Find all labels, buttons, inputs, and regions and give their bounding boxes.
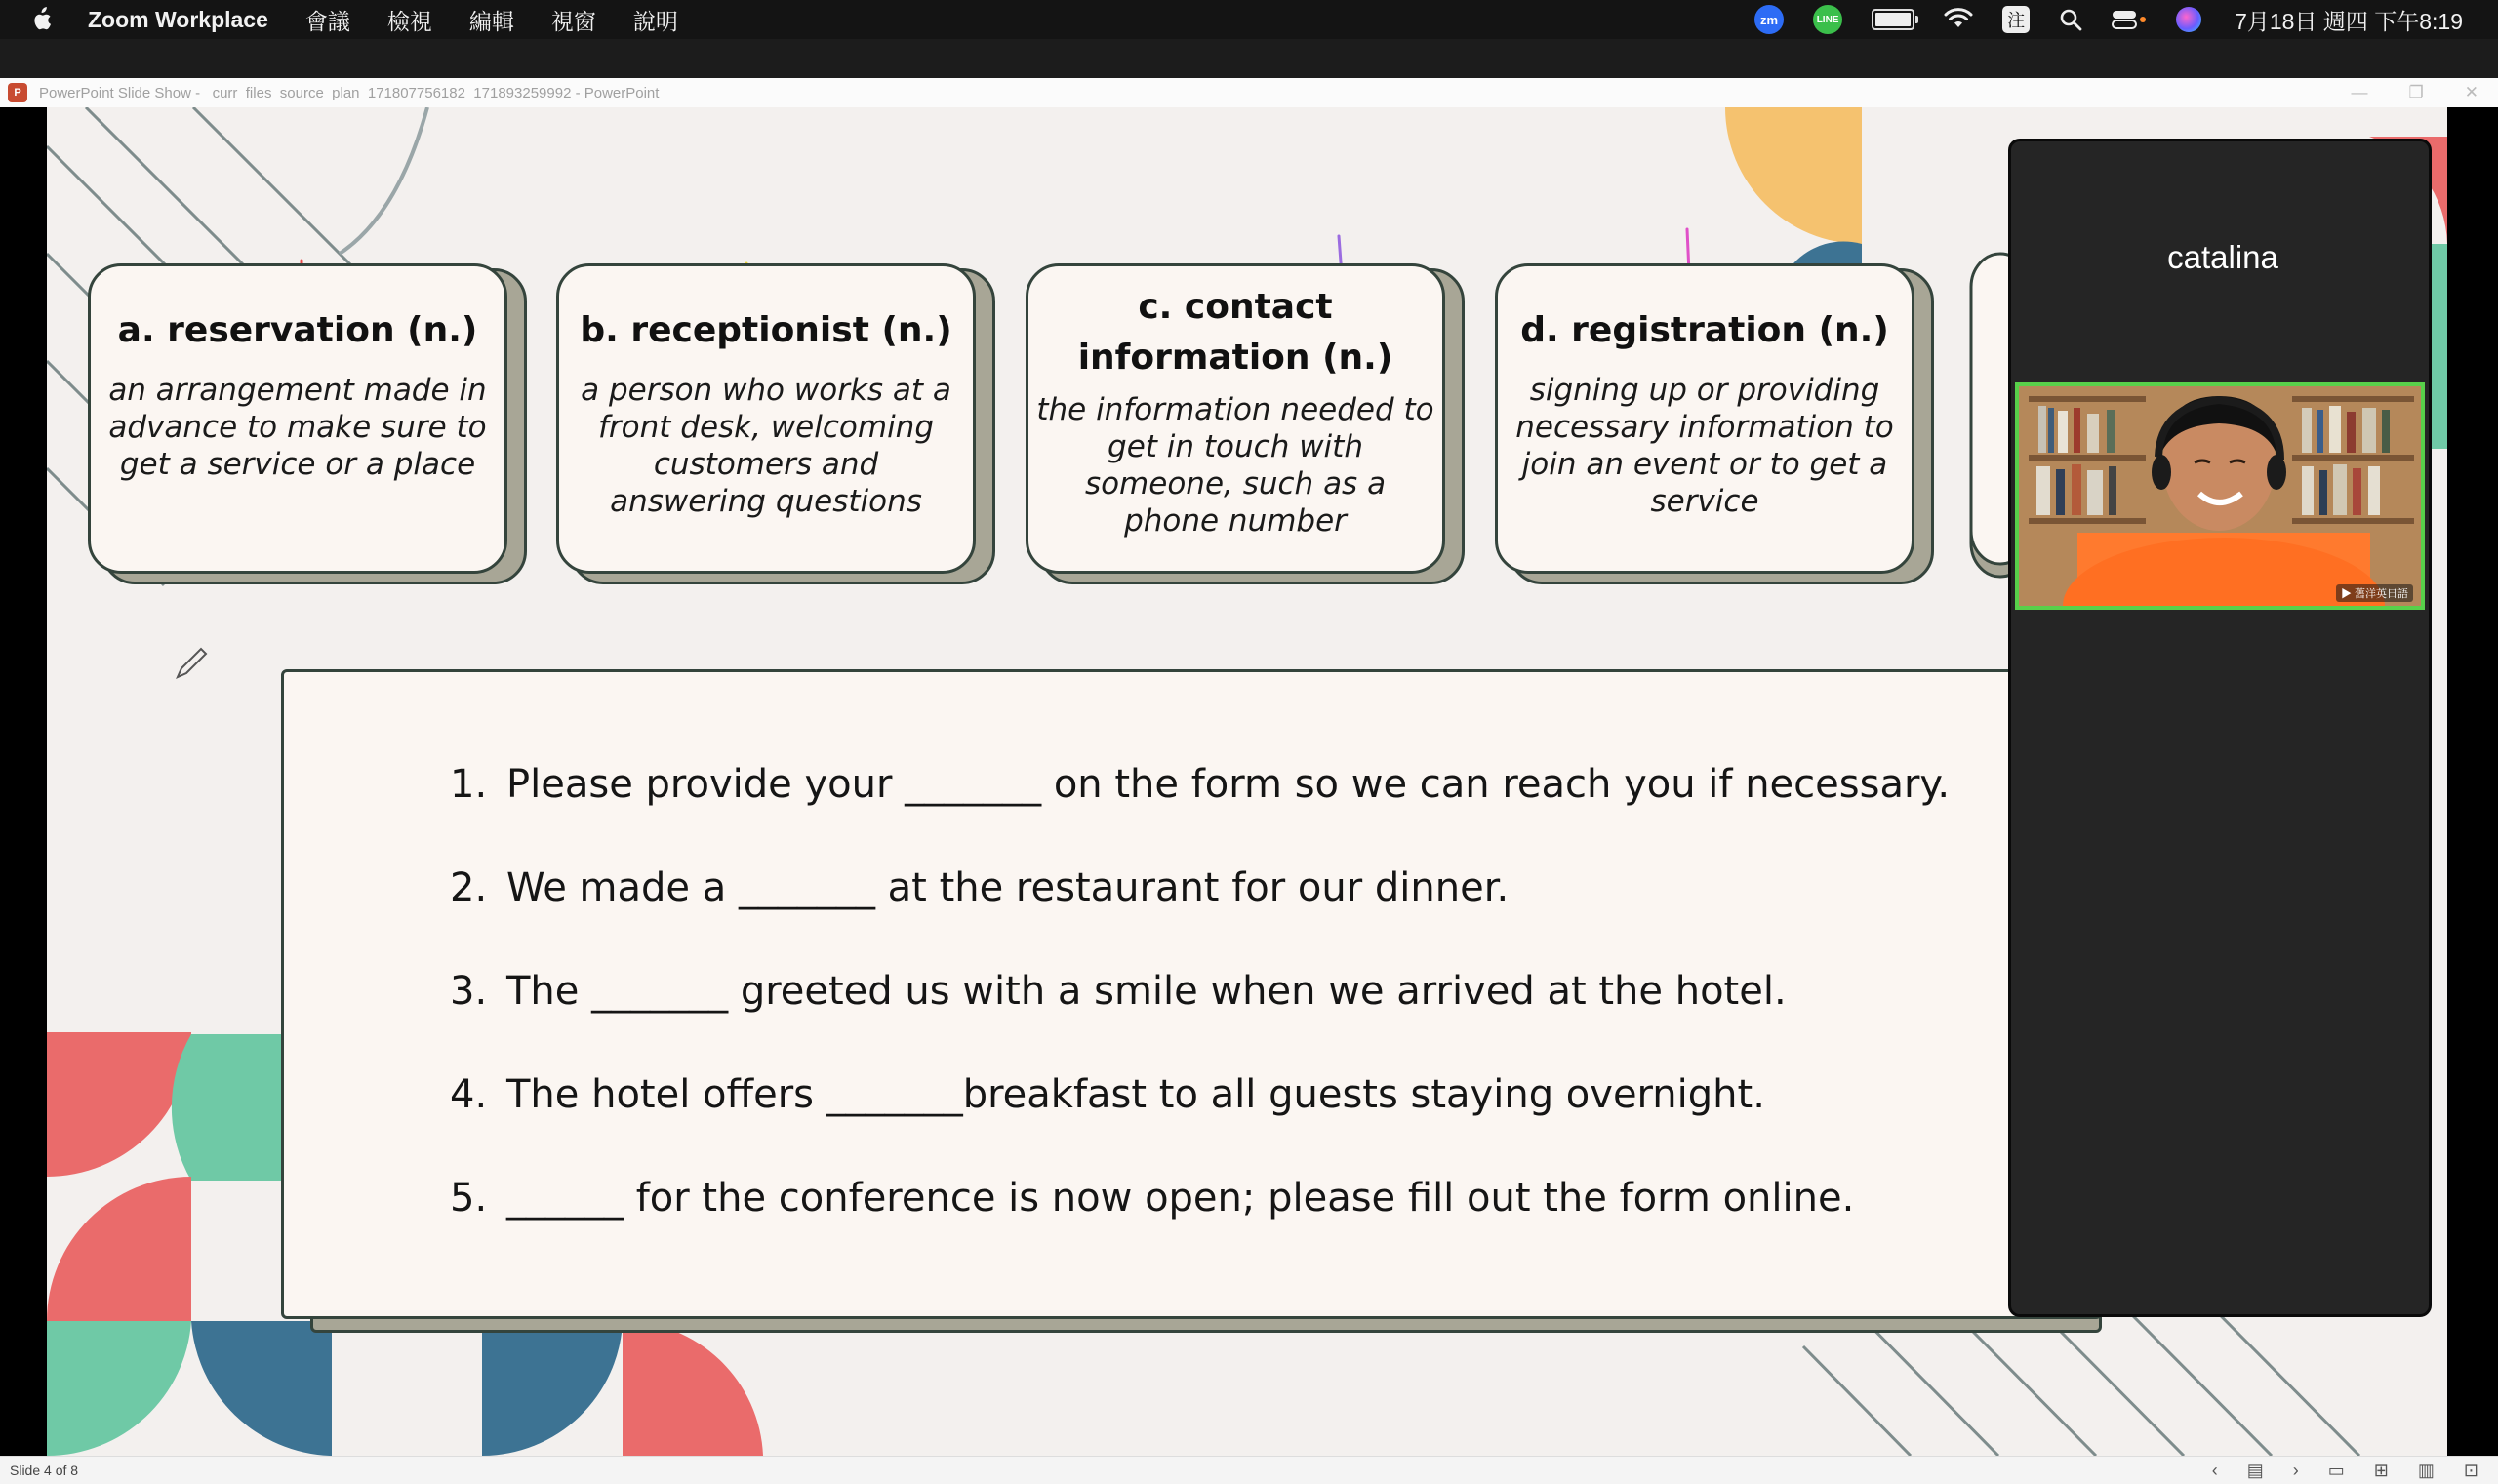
slide-menu-icon[interactable]: ▤ bbox=[2246, 1460, 2264, 1480]
vocab-card-contact-information bbox=[1026, 263, 1445, 574]
close-icon[interactable]: ✕ bbox=[2464, 83, 2478, 101]
powerpoint-title-bar bbox=[0, 78, 2498, 108]
menu-bar-clock[interactable]: 7月18日 週四 下午8:19 bbox=[2235, 8, 2463, 34]
vocab-term: a. reservation (n.) bbox=[117, 310, 478, 350]
participant-video-tile[interactable] bbox=[2015, 382, 2425, 610]
line-tray-icon[interactable]: LINE bbox=[1813, 5, 1842, 34]
question-text: We made a _______ at the restaurant for our dinner. bbox=[506, 865, 1510, 910]
question-number: 5. bbox=[450, 1176, 488, 1221]
slideshow-view-icon[interactable]: ⊡ bbox=[2463, 1460, 2478, 1480]
zoom-top-bar bbox=[0, 39, 2498, 78]
vocab-card-reservation bbox=[88, 263, 507, 574]
window-title: PowerPoint Slide Show - _curr_files_source_plan_1718077561​82_1718932​59992 - PowerPoint bbox=[39, 84, 660, 101]
powerpoint-icon: P bbox=[8, 83, 27, 102]
powerpoint-status-bar bbox=[0, 1456, 2498, 1484]
participant-panel[interactable] bbox=[2008, 139, 2432, 1317]
battery-icon[interactable] bbox=[1872, 9, 1914, 30]
question-text: The _______ greeted us with a smile when we arrived at the hotel. bbox=[506, 969, 1787, 1014]
menu-edit[interactable]: 編輯 bbox=[468, 8, 514, 34]
question-number: 2. bbox=[450, 865, 488, 910]
minimize-icon[interactable]: — bbox=[2351, 83, 2368, 101]
quiz-question-3 bbox=[450, 969, 1787, 1014]
vocab-definition: a person who works at a front desk, welcoming customers and answering questions bbox=[581, 373, 951, 519]
vocab-term: b. receptionist (n.) bbox=[580, 310, 952, 350]
question-number: 4. bbox=[450, 1072, 488, 1117]
question-text: The hotel offers _______breakfast to all guests staying overnight. bbox=[506, 1072, 1765, 1117]
quiz-question-5 bbox=[450, 1176, 1854, 1221]
search-icon[interactable] bbox=[2059, 8, 2082, 31]
vocab-card-registration bbox=[1495, 263, 1914, 574]
vocab-definition: the information needed to get in touch with someone, such as a phone number bbox=[1036, 392, 1434, 539]
question-text: Please provide your _______ on the form so we can reach you if necessary. bbox=[506, 762, 1951, 807]
question-number: 1. bbox=[450, 762, 488, 807]
menu-meeting[interactable]: 會議 bbox=[304, 8, 350, 34]
vocab-card-receptionist bbox=[556, 263, 976, 574]
slide-indicator: Slide 4 of 8 bbox=[10, 1463, 79, 1478]
participant-video-frame bbox=[2019, 386, 2421, 606]
vocab-term: c. contact information (n.) bbox=[1077, 287, 1393, 378]
app-menu-zoom[interactable]: Zoom Workplace bbox=[88, 6, 268, 32]
menu-view[interactable]: 檢視 bbox=[386, 8, 432, 34]
quiz-question-4 bbox=[450, 1072, 1765, 1117]
normal-view-icon[interactable]: ▭ bbox=[2327, 1460, 2345, 1480]
zoom-tray-icon[interactable]: zm bbox=[1754, 5, 1784, 34]
control-center-icon[interactable] bbox=[2112, 8, 2147, 31]
menu-bar bbox=[0, 0, 2498, 39]
wifi-icon[interactable] bbox=[1944, 8, 1973, 31]
question-number: 3. bbox=[450, 969, 488, 1014]
previous-slide-icon[interactable]: ‹ bbox=[2211, 1460, 2218, 1480]
reading-view-icon[interactable]: ▥ bbox=[2417, 1460, 2435, 1480]
next-slide-icon[interactable]: › bbox=[2292, 1460, 2299, 1480]
siri-icon[interactable] bbox=[2176, 7, 2201, 32]
participant-name: catalina bbox=[2167, 239, 2278, 275]
vocab-definition: an arrangement made in advance to make sure to get a service or a place bbox=[108, 373, 487, 482]
vocab-term: d. registration (n.) bbox=[1520, 310, 1889, 350]
question-text: ______ for the conference is now open; please fill out the form online. bbox=[506, 1176, 1855, 1221]
video-watermark: ▶ 舊洋英日語 bbox=[2336, 584, 2413, 602]
quiz-question-2 bbox=[450, 865, 1509, 910]
menu-window[interactable]: 視窗 bbox=[550, 8, 596, 34]
restore-icon[interactable]: ❐ bbox=[2408, 83, 2424, 101]
quiz-question-1 bbox=[450, 762, 1950, 807]
menu-help[interactable]: 說明 bbox=[632, 8, 678, 34]
vocab-definition: signing up or providing necessary information to join an event or to get a service bbox=[1515, 373, 1894, 519]
slide-sorter-icon[interactable]: ⊞ bbox=[2373, 1460, 2389, 1480]
apple-icon[interactable] bbox=[29, 6, 53, 33]
quiz-box bbox=[281, 669, 2102, 1319]
input-method-icon[interactable]: 注 bbox=[2002, 6, 2030, 33]
